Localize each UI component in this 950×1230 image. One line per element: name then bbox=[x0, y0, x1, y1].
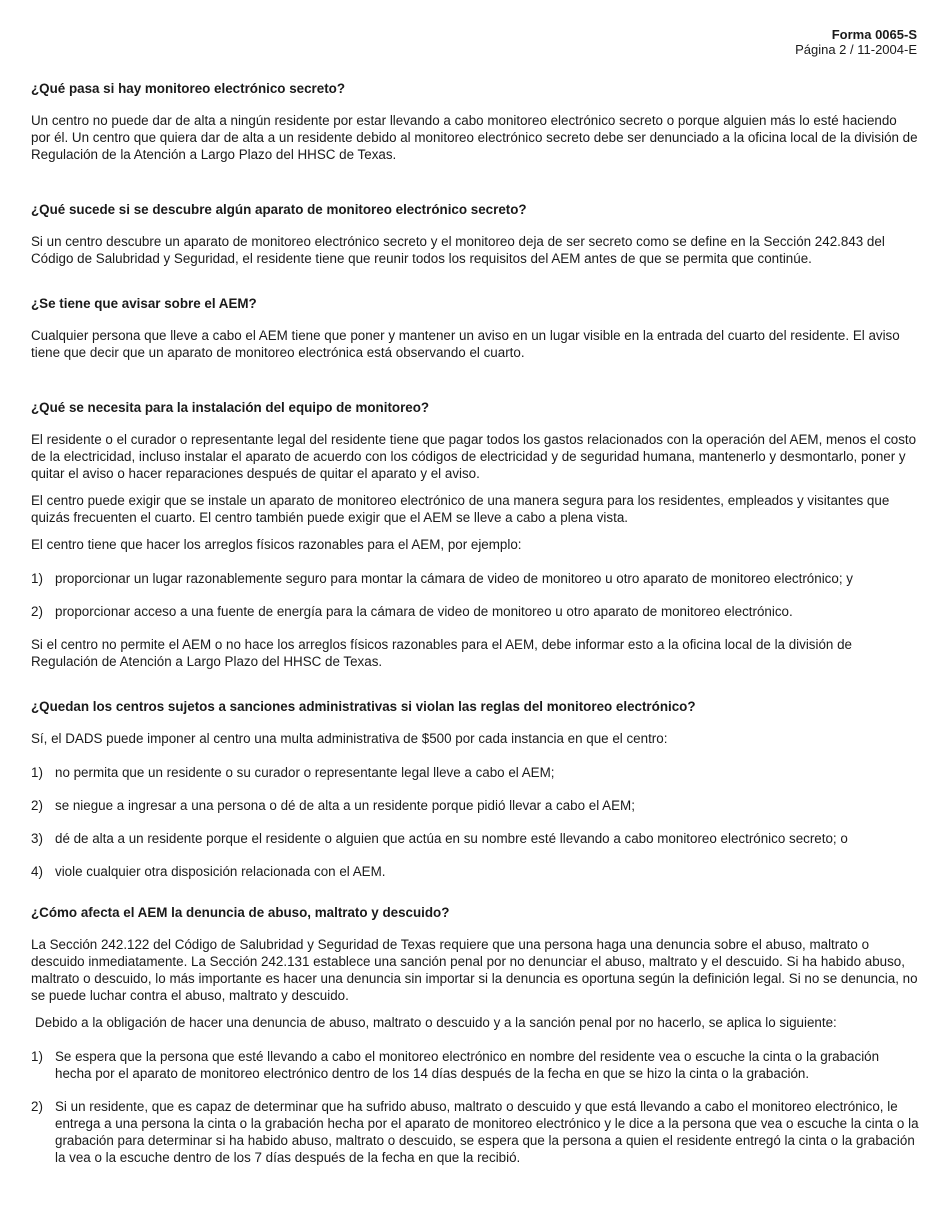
paragraph: El residente o el curador o representante legal del residente tiene que pagar todos los gastos relacionados con la operación del AEM, menos el costo de la electricidad, incluso instalar el aparato de acuerdo con los códigos de electricidad y de seguridad humana, mantenerlo y desmontarlo, poner y quitar el aviso o hacer reparaciones después de quitar el aparato y el aviso. bbox=[31, 432, 917, 481]
list-text: se niegue a ingresar a una persona o dé de alta a un residente porque pidió llevar a cabo el AEM; bbox=[55, 798, 635, 813]
section-heading: ¿Quedan los centros sujetos a sanciones administrativas si violan las reglas del monitoreo electrónico? bbox=[31, 699, 696, 714]
list-text: Si un residente, que es capaz de determinar que ha sufrido abuso, maltrato o descuido y que está llevando a cabo el monitoreo electrónico, le entrega a una persona la cinta o la grabación hecha por el aparato de monitoreo electrónico y le dice a la persona que vea o escuche la cinta o la grabación para determinar si ha habido abuso, maltrato o descuido, se espera que la persona a quien el residente entregó la cinta o la grabación la vea o la escuche dentro de los 7 días después de la fecha en que la recibió. bbox=[55, 1099, 919, 1165]
obligations-list bbox=[31, 1048, 919, 1166]
page-header bbox=[795, 27, 917, 57]
list-item bbox=[31, 1048, 919, 1082]
list-item bbox=[31, 570, 919, 587]
paragraph: Si un centro descubre un aparato de monitoreo electrónico secreto y el monitoreo deja de ser secreto como se define en la Sección 242.843 del Código de Salubridad y Seguridad, el residente tiene que reunir todos los requisitos del AEM antes de que se permita que continúe. bbox=[31, 234, 885, 266]
paragraph: Sí, el DADS puede imponer al centro una multa administrativa de $500 por cada instancia en que el centro: bbox=[31, 731, 668, 746]
paragraph: Debido a la obligación de hacer una denuncia de abuso, maltrato o descuido y a la sanción penal por no hacerlo, se aplica lo siguiente: bbox=[35, 1015, 837, 1030]
list-text: proporcionar acceso a una fuente de energía para la cámara de video de monitoreo u otro aparato de monitoreo electrónico. bbox=[55, 604, 793, 619]
paragraph: El centro puede exigir que se instale un aparato de monitoreo electrónico de una manera segura para los residentes, empleados y visitantes que quizás frecuenten el cuarto. El centro también puede exigir que el AEM se lleve a cabo a plena vista. bbox=[31, 493, 890, 525]
section-device-discovered bbox=[31, 201, 919, 267]
violations-list bbox=[31, 764, 919, 880]
page-info: Página 2 / 11-2004-E bbox=[795, 42, 917, 57]
section-abuse-reporting bbox=[31, 904, 919, 1166]
section-heading: ¿Se tiene que avisar sobre el AEM? bbox=[31, 296, 257, 311]
section-heading: ¿Qué pasa si hay monitoreo electrónico secreto? bbox=[31, 81, 346, 96]
list-item bbox=[31, 764, 919, 781]
paragraph: El centro tiene que hacer los arreglos físicos razonables para el AEM, por ejemplo: bbox=[31, 537, 522, 552]
list-text: dé de alta a un residente porque el residente o alguien que actúa en su nombre esté llevando a cabo monitoreo electrónico secreto; o bbox=[55, 831, 848, 846]
paragraph: Si el centro no permite el AEM o no hace los arreglos físicos razonables para el AEM, debe informar esto a la oficina local de la división de Regulación de Atención a Largo Plazo del HHSC de Texas. bbox=[31, 637, 852, 669]
list-number: 2) bbox=[31, 798, 43, 813]
list-number: 2) bbox=[31, 1099, 43, 1114]
section-secret-monitoring bbox=[31, 80, 919, 163]
section-heading: ¿Cómo afecta el AEM la denuncia de abuso, maltrato y descuido? bbox=[31, 905, 450, 920]
section-heading: ¿Qué se necesita para la instalación del equipo de monitoreo? bbox=[31, 400, 430, 415]
arrangements-list bbox=[31, 570, 919, 620]
section-installation bbox=[31, 399, 919, 670]
paragraph: Cualquier persona que lleve a cabo el AEM tiene que poner y mantener un aviso en un lugar visible en la entrada del cuarto del residente. El aviso tiene que decir que un aparato de monitoreo electrónica está observando el cuarto. bbox=[31, 328, 900, 360]
list-number: 1) bbox=[31, 571, 43, 586]
form-id: Forma 0065-S bbox=[831, 27, 917, 42]
list-item bbox=[31, 603, 919, 620]
list-number: 2) bbox=[31, 604, 43, 619]
list-number: 4) bbox=[31, 864, 43, 879]
list-item bbox=[31, 863, 919, 880]
paragraph: Un centro no puede dar de alta a ningún residente por estar llevando a cabo monitoreo electrónico secreto o porque alguien más lo esté haciendo por él. Un centro que quiera dar de alta a un residente debido al monitoreo electrónico secreto debe ser denunciado a la oficina local de la división de Regulación de la Atención a Largo Plazo del HHSC de Texas. bbox=[31, 113, 918, 162]
list-item bbox=[31, 797, 919, 814]
list-number: 1) bbox=[31, 765, 43, 780]
list-number: 3) bbox=[31, 831, 43, 846]
document-body bbox=[31, 80, 919, 1193]
section-notice bbox=[31, 295, 919, 361]
list-text: proporcionar un lugar razonablemente seguro para montar la cámara de video de monitoreo u otro aparato de monitoreo electrónico; y bbox=[55, 571, 853, 586]
list-text: Se espera que la persona que esté llevando a cabo el monitoreo electrónico en nombre del residente vea o escuche la cinta o la grabación hecha por el aparato de monitoreo electrónico dentro de los 14 días después de la fecha en que se hizo la cinta o la grabación. bbox=[55, 1049, 880, 1081]
list-item bbox=[31, 830, 919, 847]
paragraph: La Sección 242.122 del Código de Salubridad y Seguridad de Texas requiere que una persona haga una denuncia sobre el abuso, maltrato o descuido inmediatamente. La Sección 242.131 establece una sanción penal por no denunciar el abuso, maltrato y el descuido. Si ha habido abuso, maltrato o descuido, lo más importante es hacer una denuncia sin importar si la denuncia es oportuna según la definición legal. Si no se denuncia, no se puede luchar contra el abuso, maltrato y descuido. bbox=[31, 937, 918, 1003]
list-text: viole cualquier otra disposición relacionada con el AEM. bbox=[55, 864, 386, 879]
section-sanctions bbox=[31, 698, 919, 880]
list-number: 1) bbox=[31, 1049, 43, 1064]
section-heading: ¿Qué sucede si se descubre algún aparato de monitoreo electrónico secreto? bbox=[31, 202, 527, 217]
list-item bbox=[31, 1098, 919, 1166]
list-text: no permita que un residente o su curador o representante legal lleve a cabo el AEM; bbox=[55, 765, 555, 780]
